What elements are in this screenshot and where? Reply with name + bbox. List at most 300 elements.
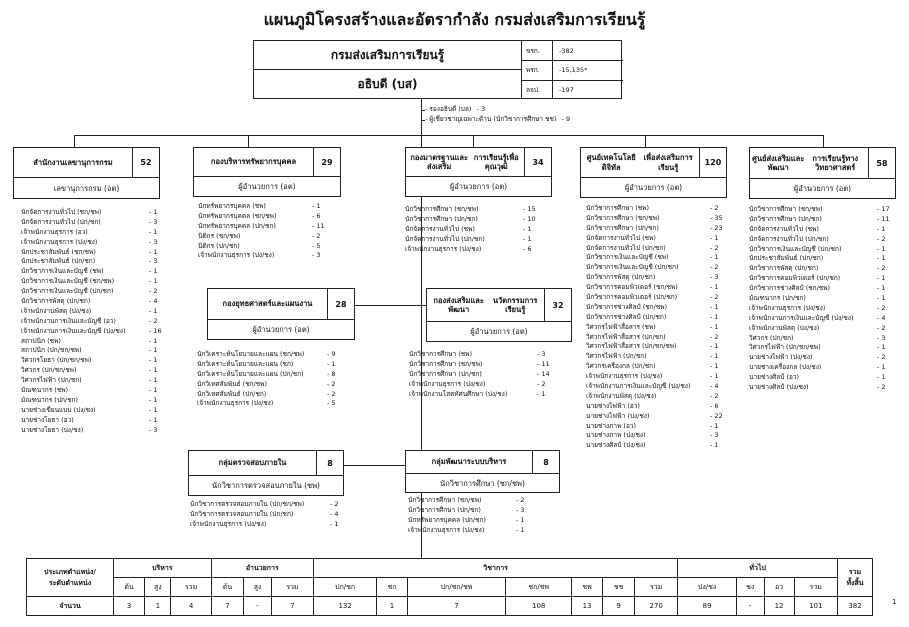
unit-box-internal-audit	[188, 450, 344, 496]
staff-position: นักวิชาการศึกษา (ชก/ชพ)	[409, 359, 483, 368]
staff-count: - 1	[710, 421, 719, 430]
staff-position: นักวิชาการศึกษา (ชพ)	[409, 350, 472, 358]
staff-position: นักจัดการงานทั่วไป (ปก/ชก)	[405, 234, 485, 243]
deputy-staff-item: - ผู้เชี่ยวชาญเฉพาะด้าน (นักวิชาการศึกษา ชช) - 9	[425, 115, 571, 123]
staff-item	[409, 370, 559, 380]
staff-item	[198, 202, 334, 212]
table-row	[27, 559, 873, 578]
staff-count: - 1	[149, 356, 158, 365]
staff-position: นักวิชาการพัสดุ (ปก/ชก)	[586, 273, 656, 282]
staff-position: นักวิชาการศึกษา (ปก/ชก)	[405, 214, 478, 223]
staff-position: เจ้าพนักงานธุรการ (อว)	[21, 227, 88, 236]
staff-position: นักวิเคราะห์นโยบายและแผน (ชก/ชพ)	[197, 350, 305, 358]
staff-item	[408, 496, 538, 506]
staff-position: นักวิชาการศึกษา (ปก/ชก)	[749, 214, 822, 223]
table-cell: -	[736, 597, 764, 616]
staff-item	[749, 334, 899, 344]
staff-count: - 1	[710, 283, 719, 292]
staff-count: - 1	[149, 247, 158, 256]
group-header: ทั่วไป	[678, 559, 838, 578]
staff-item	[405, 215, 545, 225]
staff-position: นักวิเทศสัมพันธ์ (ชก/ชพ)	[197, 379, 267, 388]
staff-position: นักวิเทศสัมพันธ์ (ปก/ชก)	[197, 389, 267, 398]
staff-item	[749, 245, 899, 255]
staff-position: นักทรัพยากรบุคคล (ชพ)	[198, 202, 266, 210]
staff-position: วิศวกรไฟฟ้า (ปก/ชก)	[21, 376, 82, 385]
staff-position: นักวิชาการคอมพิวเตอร์ (ปก/ชก)	[749, 274, 841, 283]
staff-item	[405, 225, 545, 235]
unit-box-digital-tech-center	[580, 147, 727, 198]
connector-line	[74, 135, 75, 147]
staff-item	[586, 382, 732, 392]
staff-position: นักวิชาการพัสดุ (ปก/ชก)	[749, 264, 819, 273]
department-name: กรมส่งเสริมการเรียนรู้	[254, 41, 521, 70]
staff-item	[21, 248, 171, 258]
staff-position: นักจัดการงานทั่วไป (ปก/ชก)	[21, 217, 101, 226]
unit-name: กลุ่มตรวจสอบภายใน	[218, 458, 287, 468]
staff-position: นักวิชาการช่างศิลป์ (ชก/ชพ)	[586, 302, 668, 311]
staff-count: - 8	[327, 369, 336, 378]
table-row	[27, 578, 873, 597]
column-header: รวม	[271, 578, 313, 597]
staff-item	[190, 510, 352, 520]
staff-count: - 1	[877, 274, 886, 283]
staff-item	[21, 376, 171, 386]
table-cell: 7	[211, 597, 244, 616]
department-box	[253, 40, 622, 99]
staff-position: นายช่างภาพ (อว)	[586, 421, 637, 430]
row-header: ประเภทตำแหน่ง/ ระดับตำแหน่ง	[27, 559, 114, 597]
table-cell: -	[244, 597, 271, 616]
staff-count: - 1	[149, 267, 158, 276]
staff-item	[586, 313, 732, 323]
staff-item	[197, 360, 349, 370]
staff-list	[586, 204, 732, 451]
staff-position: วิศวกรโยธา (ปก/ชก/ชพ)	[21, 356, 92, 365]
staff-count: - 17	[877, 205, 890, 213]
staff-list	[21, 208, 171, 435]
count-value: -382	[552, 41, 574, 60]
staff-count: - 1	[877, 244, 886, 253]
staff-item	[21, 277, 171, 287]
staff-count: - 15	[523, 205, 536, 213]
staff-count: - 1	[710, 312, 719, 321]
unit-box-strategy-division	[207, 288, 355, 340]
column-header: อว	[764, 578, 794, 597]
unit-name: กองมาตรฐานและส่งเสริม การเรียนรู้เพื่อคุณวุฒิ	[410, 152, 519, 171]
staff-count: - 1	[516, 525, 525, 534]
staff-item	[749, 314, 899, 324]
unit-head: นักวิชาการตรวจสอบภายใน (ชพ)	[212, 481, 320, 490]
staff-position: นักวิชาการศึกษา (ชก/ชพ)	[749, 205, 823, 213]
staff-item	[21, 287, 171, 297]
column-header: ปง/ชง	[678, 578, 737, 597]
staff-item	[749, 205, 899, 215]
staff-position: วิศวกรไฟฟ้าสื่อสาร (ชพ)	[586, 322, 656, 331]
staff-position: นักวิชาการเงินและบัญชี (ปก/ชก)	[749, 244, 842, 253]
unit-box-science-center	[749, 147, 896, 199]
unit-name: สำนักงาน เลขานุการกรม	[33, 157, 113, 167]
staff-item	[586, 333, 732, 343]
staff-count: - 2	[327, 379, 336, 388]
staff-count: - 3	[710, 431, 719, 440]
staff-count: - 1	[516, 515, 525, 524]
staff-count: - 1	[149, 306, 158, 315]
staff-item	[749, 343, 899, 353]
group-header: บริหาร	[114, 559, 212, 578]
unit-box-standards-division	[405, 147, 552, 197]
staff-item	[586, 323, 732, 333]
unit-name: กองยุทธศาสตร์ และแผนงาน	[222, 299, 313, 309]
staff-item	[409, 360, 559, 370]
staff-position: นักทรัพยากรบุคคล (ชก/ชพ)	[198, 211, 277, 220]
staff-item	[586, 293, 732, 303]
count-row-government	[521, 41, 623, 61]
staff-item	[749, 363, 899, 373]
staff-count: - 1	[877, 294, 886, 303]
staff-count: - 1	[710, 233, 719, 242]
staff-item	[408, 526, 538, 536]
staff-position: นายช่างภาพ (ปง/ชง)	[586, 431, 646, 440]
staff-count: - 2	[312, 231, 321, 240]
staff-count: - 11	[877, 214, 890, 223]
staff-count: - 1	[149, 405, 158, 414]
staff-position: นักวิชาการศึกษา (ปก/ชก)	[408, 505, 481, 514]
staff-item	[586, 362, 732, 372]
staff-position: นักวิชาการเงินและบัญชี (ปก/ชก)	[586, 263, 679, 272]
staff-count: - 1	[149, 376, 158, 385]
staff-item	[586, 214, 732, 224]
staff-count: - 1	[149, 415, 158, 424]
staff-position: สถาปนิก (ชพ)	[21, 336, 61, 345]
count-label: ลจป.	[526, 85, 540, 94]
deputy-staff-item: - รองอธิบดี (บล) - 3	[425, 105, 486, 113]
staff-count: - 1	[710, 253, 719, 262]
staff-position: นายช่างศิลป์ (ปง/ชง)	[586, 441, 646, 450]
staff-count: - 23	[710, 223, 723, 232]
staff-position: นายช่างไฟฟ้า (ปง/ชง)	[749, 353, 813, 362]
staff-count: - 2	[149, 316, 158, 325]
staff-position: นักทรัพยากรบุคคล (ปก/ชก)	[198, 221, 276, 230]
staff-count: - 4	[710, 382, 719, 391]
column-header: ชก/ชพ	[506, 578, 572, 597]
unit-staff-count: 52	[132, 148, 159, 177]
staff-item	[408, 506, 538, 516]
staff-count: - 3	[877, 333, 886, 342]
group-header: วิชาการ	[313, 559, 677, 578]
staff-count: - 4	[877, 313, 886, 322]
staff-count: - 1	[149, 277, 158, 286]
staff-item	[586, 422, 732, 432]
staff-position: นายช่างเขียนแบบ (ปง/ชง)	[21, 405, 96, 414]
staff-count: - 3	[537, 350, 546, 358]
staff-item	[198, 222, 334, 232]
staff-item	[586, 441, 732, 451]
staff-item	[21, 406, 171, 416]
staff-position: นักจัดการงานทั่วไป (ปก/ชก)	[749, 234, 829, 243]
staff-count: - 1	[523, 234, 532, 243]
staff-position: นักประชาสัมพันธ์ (ชก/ชพ)	[21, 247, 96, 256]
staff-position: เจ้าพนักงานการเงินและบัญชี (ปง/ชง)	[586, 382, 691, 391]
staff-count: - 2	[516, 496, 525, 504]
staff-item	[409, 380, 559, 390]
staff-position: นายช่างโยธา (ปง/ชง)	[21, 425, 84, 434]
page-number: 1	[892, 598, 897, 606]
staff-item	[21, 346, 171, 356]
unit-staff-count: 120	[699, 148, 726, 177]
staff-item	[21, 416, 171, 426]
unit-head: นักวิชาการศึกษา (ชก/ชพ)	[440, 478, 525, 488]
unit-staff-count: 32	[544, 289, 571, 321]
column-header: รวม	[171, 578, 211, 597]
staff-item	[408, 516, 538, 526]
row-label: จำนวน	[27, 597, 114, 616]
staff-count: - 2	[710, 332, 719, 341]
connector-line	[421, 120, 425, 121]
unit-head: ผู้อำนวยการ (อต)	[238, 182, 296, 191]
staff-count: - 35	[710, 213, 723, 222]
count-value: -197	[552, 80, 574, 99]
staff-count: - 5	[327, 399, 336, 408]
staff-count: - 1	[149, 208, 158, 216]
staff-count: - 3	[516, 505, 525, 514]
staff-position: นักวิชาการเงินและบัญชี (ชก/ชพ)	[21, 277, 115, 286]
staff-count: - 6	[523, 244, 532, 253]
table-cell: 270	[635, 597, 678, 616]
staff-item	[198, 212, 334, 222]
staff-item	[405, 205, 545, 215]
table-row	[27, 597, 873, 616]
table-cell: 382	[838, 597, 873, 616]
staff-count: - 2	[877, 264, 886, 273]
unit-box-innovation-division	[426, 288, 572, 342]
staff-item	[21, 317, 171, 327]
unit-name: ศูนย์เทคโนโลยีดิจิทัล เพื่อส่งเสริมการเรียนรู้	[586, 153, 693, 172]
unit-head: ผู้อำนวยการ (อต)	[793, 184, 852, 193]
staff-position: เจ้าพนักงานการเงินและบัญชี (อว)	[21, 316, 116, 325]
staff-item	[190, 520, 352, 530]
staff-list	[197, 350, 349, 409]
column-header: ชช	[603, 578, 635, 597]
staff-count: - 3	[710, 273, 719, 282]
staff-count: - 1	[877, 373, 886, 382]
staff-position: นักจัดการงานทั่วไป (ชพ)	[749, 224, 819, 233]
staff-position: นักวิชาการเงินและบัญชี (ชพ)	[586, 253, 669, 262]
staff-count: - 3	[312, 251, 321, 260]
staff-item	[749, 235, 899, 245]
staff-count: - 2	[327, 389, 336, 398]
staff-position: นักวิชาการช่างศิลป์ (ปก/ชก)	[586, 312, 667, 321]
staff-item	[586, 204, 732, 214]
staff-position: นายช่างไฟฟ้า (อว)	[586, 401, 640, 410]
table-cell: 132	[313, 597, 376, 616]
staff-item	[21, 208, 171, 218]
staff-position: เจ้าพนักงานธุรการ (ปง/ชง)	[197, 399, 274, 408]
staff-item	[586, 431, 732, 441]
staff-count: - 1	[877, 284, 886, 293]
staff-count: - 4	[330, 509, 339, 518]
staff-count: - 2	[330, 500, 339, 508]
department-head: อธิบดี (บส)	[357, 77, 418, 91]
staff-item	[21, 356, 171, 366]
staff-count: - 2	[710, 204, 719, 212]
staff-count: - 1	[537, 389, 546, 398]
staff-item	[749, 254, 899, 264]
unit-head: ผู้อำนวยการ (อต)	[252, 325, 310, 334]
staff-count: - 2	[710, 391, 719, 400]
staff-list	[198, 202, 334, 261]
staff-item	[197, 380, 349, 390]
staff-position: นักวิชาการพัสดุ (ปก/ชก)	[21, 297, 91, 306]
column-header: สูง	[244, 578, 271, 597]
staff-position: นายช่างเครื่องกล (ปง/ชง)	[749, 363, 822, 372]
staff-item	[586, 273, 732, 283]
staff-item	[197, 390, 349, 400]
staff-item	[749, 373, 899, 383]
staff-count: - 1	[149, 395, 158, 404]
staff-item	[197, 370, 349, 380]
staff-item	[586, 253, 732, 263]
unit-head: เลขานุการกรม (อต)	[53, 183, 120, 193]
staff-count: - 2	[877, 323, 886, 332]
staff-item	[405, 235, 545, 245]
staff-count: - 1	[710, 342, 719, 351]
staff-position: เจ้าพนักงานธุรการ (ปง/ชง)	[749, 303, 826, 312]
staff-item	[586, 342, 732, 352]
staff-list	[409, 350, 559, 399]
column-header: รวม	[635, 578, 678, 597]
unit-staff-count: 8	[316, 451, 343, 475]
staff-item	[21, 218, 171, 228]
staff-list	[405, 205, 545, 254]
staff-position: วิศวกรเครื่องกล (ปก/ชก)	[586, 362, 656, 371]
column-header: ต้น	[114, 578, 145, 597]
table-cell: 3	[114, 597, 145, 616]
staff-position: เจ้าพนักงานธุรการ (ปง/ชง)	[409, 379, 486, 388]
staff-item	[405, 245, 545, 255]
staff-item	[749, 383, 899, 393]
unit-name: ศูนย์ส่งเสริมและพัฒนา การเรียนรู้ทางวิทยาศาสตร์	[752, 153, 859, 172]
staff-item	[586, 234, 732, 244]
count-label: ขรก.	[526, 46, 540, 55]
staff-count: - 1	[149, 346, 158, 355]
table-cell: 12	[764, 597, 794, 616]
staff-position: นักวิชาการศึกษา (ชก/ชพ)	[586, 213, 660, 222]
staff-count: - 22	[710, 411, 723, 420]
staff-position: นักจัดการงานทั่วไป (ชพ)	[586, 233, 656, 242]
staff-position: นายช่างศิลป์ (อว)	[749, 373, 800, 382]
column-header: ต้น	[211, 578, 244, 597]
connector-line	[421, 110, 425, 111]
staff-item	[409, 350, 559, 360]
staff-count: - 2	[537, 379, 546, 388]
staff-item	[586, 303, 732, 313]
staff-item	[586, 412, 732, 422]
staff-item	[586, 372, 732, 382]
staff-count: - 1	[149, 386, 158, 395]
staff-count: - 4	[149, 297, 158, 306]
unit-staff-count: 58	[868, 148, 895, 178]
staff-count: - 1	[149, 227, 158, 236]
staff-item	[21, 257, 171, 267]
staff-item	[21, 228, 171, 238]
deputy-staff-list	[425, 104, 570, 124]
staff-position: เจ้าพนักงานการเงินและบัญชี (ปง/ชง)	[749, 313, 854, 322]
staff-item	[749, 324, 899, 334]
unit-staff-count: 29	[313, 148, 340, 176]
staff-item	[749, 264, 899, 274]
staff-position: เจ้าพนักงานธุรการ (ปง/ชง)	[198, 251, 275, 260]
staff-item	[21, 327, 171, 337]
staff-list	[408, 496, 538, 536]
staff-position: วิศวกร (ปก/ชก)	[749, 333, 794, 342]
unit-head: ผู้อำนวยการ (อต)	[449, 182, 508, 191]
staff-count: - 2	[710, 243, 719, 252]
staff-count: - 6	[710, 401, 719, 410]
staff-count: - 9	[327, 350, 336, 358]
table-cell: 4	[171, 597, 211, 616]
staff-item	[749, 304, 899, 314]
staff-position: เจ้าพนักงานธุรการ (ปง/ชง)	[408, 525, 485, 534]
staff-position: นักวิชาการคอมพิวเตอร์ (ชก/ชพ)	[586, 283, 678, 292]
staff-position: นิติกร (ปก/ชก)	[198, 241, 240, 250]
staff-position: นักทรัพยากรบุคคล (ปก/ชก)	[408, 515, 486, 524]
staff-position: เจ้าพนักงานโสตทัศนศึกษา (ปง/ชง)	[409, 389, 508, 398]
staff-position: วิศวกรไฟฟ้าสื่อสาร (ปก/ชก/ชพ)	[586, 342, 677, 351]
total-header: รวม ทั้งสิ้น	[838, 559, 873, 597]
table-cell: 7	[271, 597, 313, 616]
staff-item	[586, 224, 732, 234]
connector-line	[74, 135, 823, 136]
staff-item	[21, 267, 171, 277]
staff-item	[21, 366, 171, 376]
unit-name: กองส่งเสริมและพัฒนา นวัตกรรมการเรียนรู้	[433, 295, 538, 314]
staff-position: มัณฑนากร (ปก/ชก)	[749, 294, 806, 303]
staff-count: - 1	[710, 322, 719, 331]
staff-position: นักวิชาการศึกษา (ชก/ชพ)	[408, 496, 482, 504]
staff-item	[749, 274, 899, 284]
staff-position: นักจัดการงานทั่วไป (ชพ)	[405, 224, 475, 233]
staff-position: มัณฑนากร (ปก/ชก)	[21, 395, 78, 404]
staff-position: นักวิชาการเงินและบัญชี (ปก/ชก)	[21, 287, 114, 296]
count-value: -15,135*	[552, 60, 587, 80]
table-cell: 1	[377, 597, 407, 616]
connector-line	[645, 135, 646, 147]
staff-count: - 11	[537, 359, 550, 368]
count-row-permanent-worker	[521, 80, 623, 99]
staff-count: - 1	[312, 202, 321, 210]
staff-count: - 1	[330, 519, 339, 528]
staff-item	[21, 386, 171, 396]
unit-name: กลุ่มพัฒนาระบบบริหาร	[431, 457, 507, 467]
staff-position: เจ้าพนักงานธุรการ (ปง/ชง)	[405, 244, 482, 253]
staff-count: - 3	[149, 425, 158, 434]
table-cell: 89	[678, 597, 737, 616]
staff-position: เจ้าพนักงานธุรการ (ปง/ชง)	[190, 519, 267, 528]
staff-count: - 14	[537, 369, 550, 378]
staff-position: นักวิชาการศึกษา (ปก/ชก)	[586, 223, 659, 232]
staff-position: นักวิชาการศึกษา (ชพ)	[586, 204, 649, 212]
unit-head: ผู้อำนวยการ (อต)	[624, 183, 683, 192]
unit-name: กองบริหาร ทรัพยากรบุคคล	[210, 157, 297, 167]
staff-position: นักวิชาการศึกษา (ปก/ชก)	[409, 369, 482, 378]
unit-staff-count: 28	[327, 289, 354, 319]
table-cell: 9	[603, 597, 635, 616]
connector-line	[355, 305, 421, 306]
staff-position: นายช่างศิลป์ (ปง/ชง)	[749, 383, 809, 392]
staff-count: - 1	[710, 372, 719, 381]
staff-count: - 1	[710, 441, 719, 450]
